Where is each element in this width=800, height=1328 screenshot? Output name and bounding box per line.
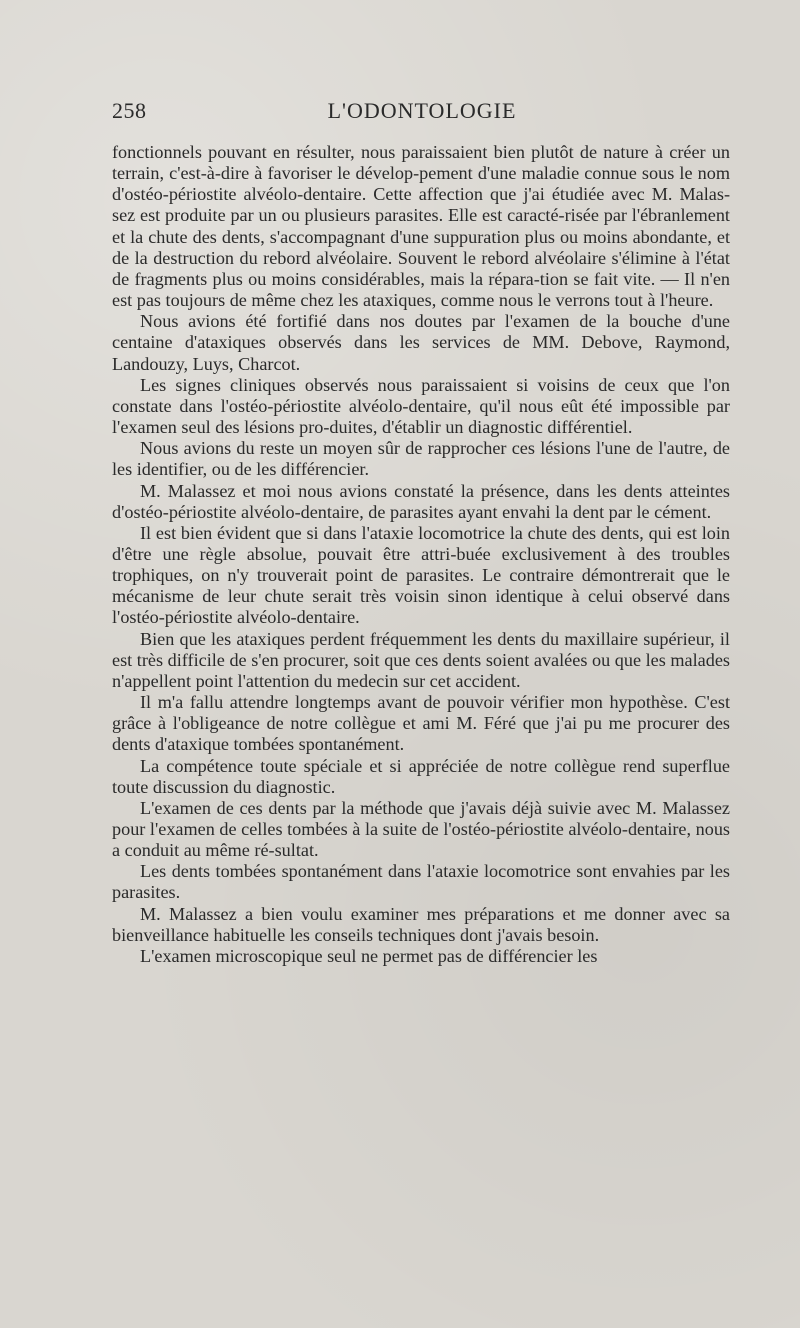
- paragraph: M. Malassez et moi nous avions constaté la présence, dans les dents atteintes d'ostéo-périostite alvéolo-dentaire, de parasites ayant envahi la dent par le cément.: [112, 480, 730, 522]
- paragraph: La compétence toute spéciale et si appréciée de notre collègue rend superflue toute discussion du diagnostic.: [112, 755, 730, 797]
- paragraph: M. Malassez a bien voulu examiner mes préparations et me donner avec sa bienveillance habituelle les conseils techniques dont j'avais besoin.: [112, 903, 730, 945]
- paragraph: Les signes cliniques observés nous paraissaient si voisins de ceux que l'on constate dans l'ostéo-périostite alvéolo-dentaire, qu'il nous eût été impossible par l'examen seul des lésions pro-duites, d'établir un diagnostic différentiel.: [112, 374, 730, 438]
- page-number: 258: [112, 98, 147, 123]
- page-header: [112, 98, 732, 132]
- running-title: L'ODONTOLOGIE: [327, 98, 517, 123]
- body-text: [112, 142, 730, 967]
- paragraph: L'examen microscopique seul ne permet pas de différencier les: [140, 945, 598, 966]
- paragraph: fonctionnels pouvant en résulter, nous paraissaient bien plutôt de nature à créer un terrain, c'est-à-dire à favoriser le dévelop-pement d'une maladie connue sous le nom d'ostéo-périostite alvéolo-dentaire. Cette affection que j'ai étudiée avec M. Malas-sez est produite par un ou plusieurs parasites. Elle est caracté-risée par l'ébranlement et la chute des dents, s'accompagnant d'une suppuration plus ou moins abondante, et de la destruction du rebord alvéolaire. Souvent le rebord alvéolaire s'élimine à l'état de fragments plus ou moins considérables, mais la répara-tion se fait vite. — Il n'en est pas toujours de même chez les ataxiques, comme nous le verrons tout à l'heure.: [112, 142, 730, 311]
- paragraph: Il m'a fallu attendre longtemps avant de pouvoir vérifier mon hypothèse. C'est grâce à l'obligeance de notre collègue et ami M. Féré que j'ai pu me procurer des dents d'ataxique tombées spontanément.: [112, 692, 730, 755]
- paragraph: Nous avions été fortifié dans nos doutes par l'examen de la bouche d'une centaine d'ataxiques observés dans les services de MM. Debove, Raymond, Landouzy, Luys, Charcot.: [112, 311, 730, 374]
- paragraph: Il est bien évident que si dans l'ataxie locomotrice la chute des dents, qui est loin d'être une règle absolue, pouvait être attri-buée exclusivement à des troubles trophiques, on n'y trouverait point de parasites. Le contraire démontrerait que le mécanisme de leur chute serait très voisin sinon identique à celui observé dans l'ostéo-périostite alvéolo-dentaire.: [112, 522, 730, 628]
- paragraph: Nous avions du reste un moyen sûr de rapprocher ces lésions l'une de l'autre, de les identifier, ou de les différencier.: [112, 438, 730, 480]
- paragraph: Les dents tombées spontanément dans l'ataxie locomotrice sont envahies par les parasites.: [112, 861, 730, 903]
- paragraph: L'examen de ces dents par la méthode que j'avais déjà suivie avec M. Malassez pour l'examen de celles tombées à la suite de l'ostéo-périostite alvéolo-dentaire, nous a conduit au même ré-sultat.: [112, 797, 730, 861]
- paragraph: Bien que les ataxiques perdent fréquemment les dents du maxillaire supérieur, il est très difficile de s'en procurer, soit que ces dents soient avalées ou que les malades n'appellent point l'attention du medecin sur cet accident.: [112, 628, 730, 691]
